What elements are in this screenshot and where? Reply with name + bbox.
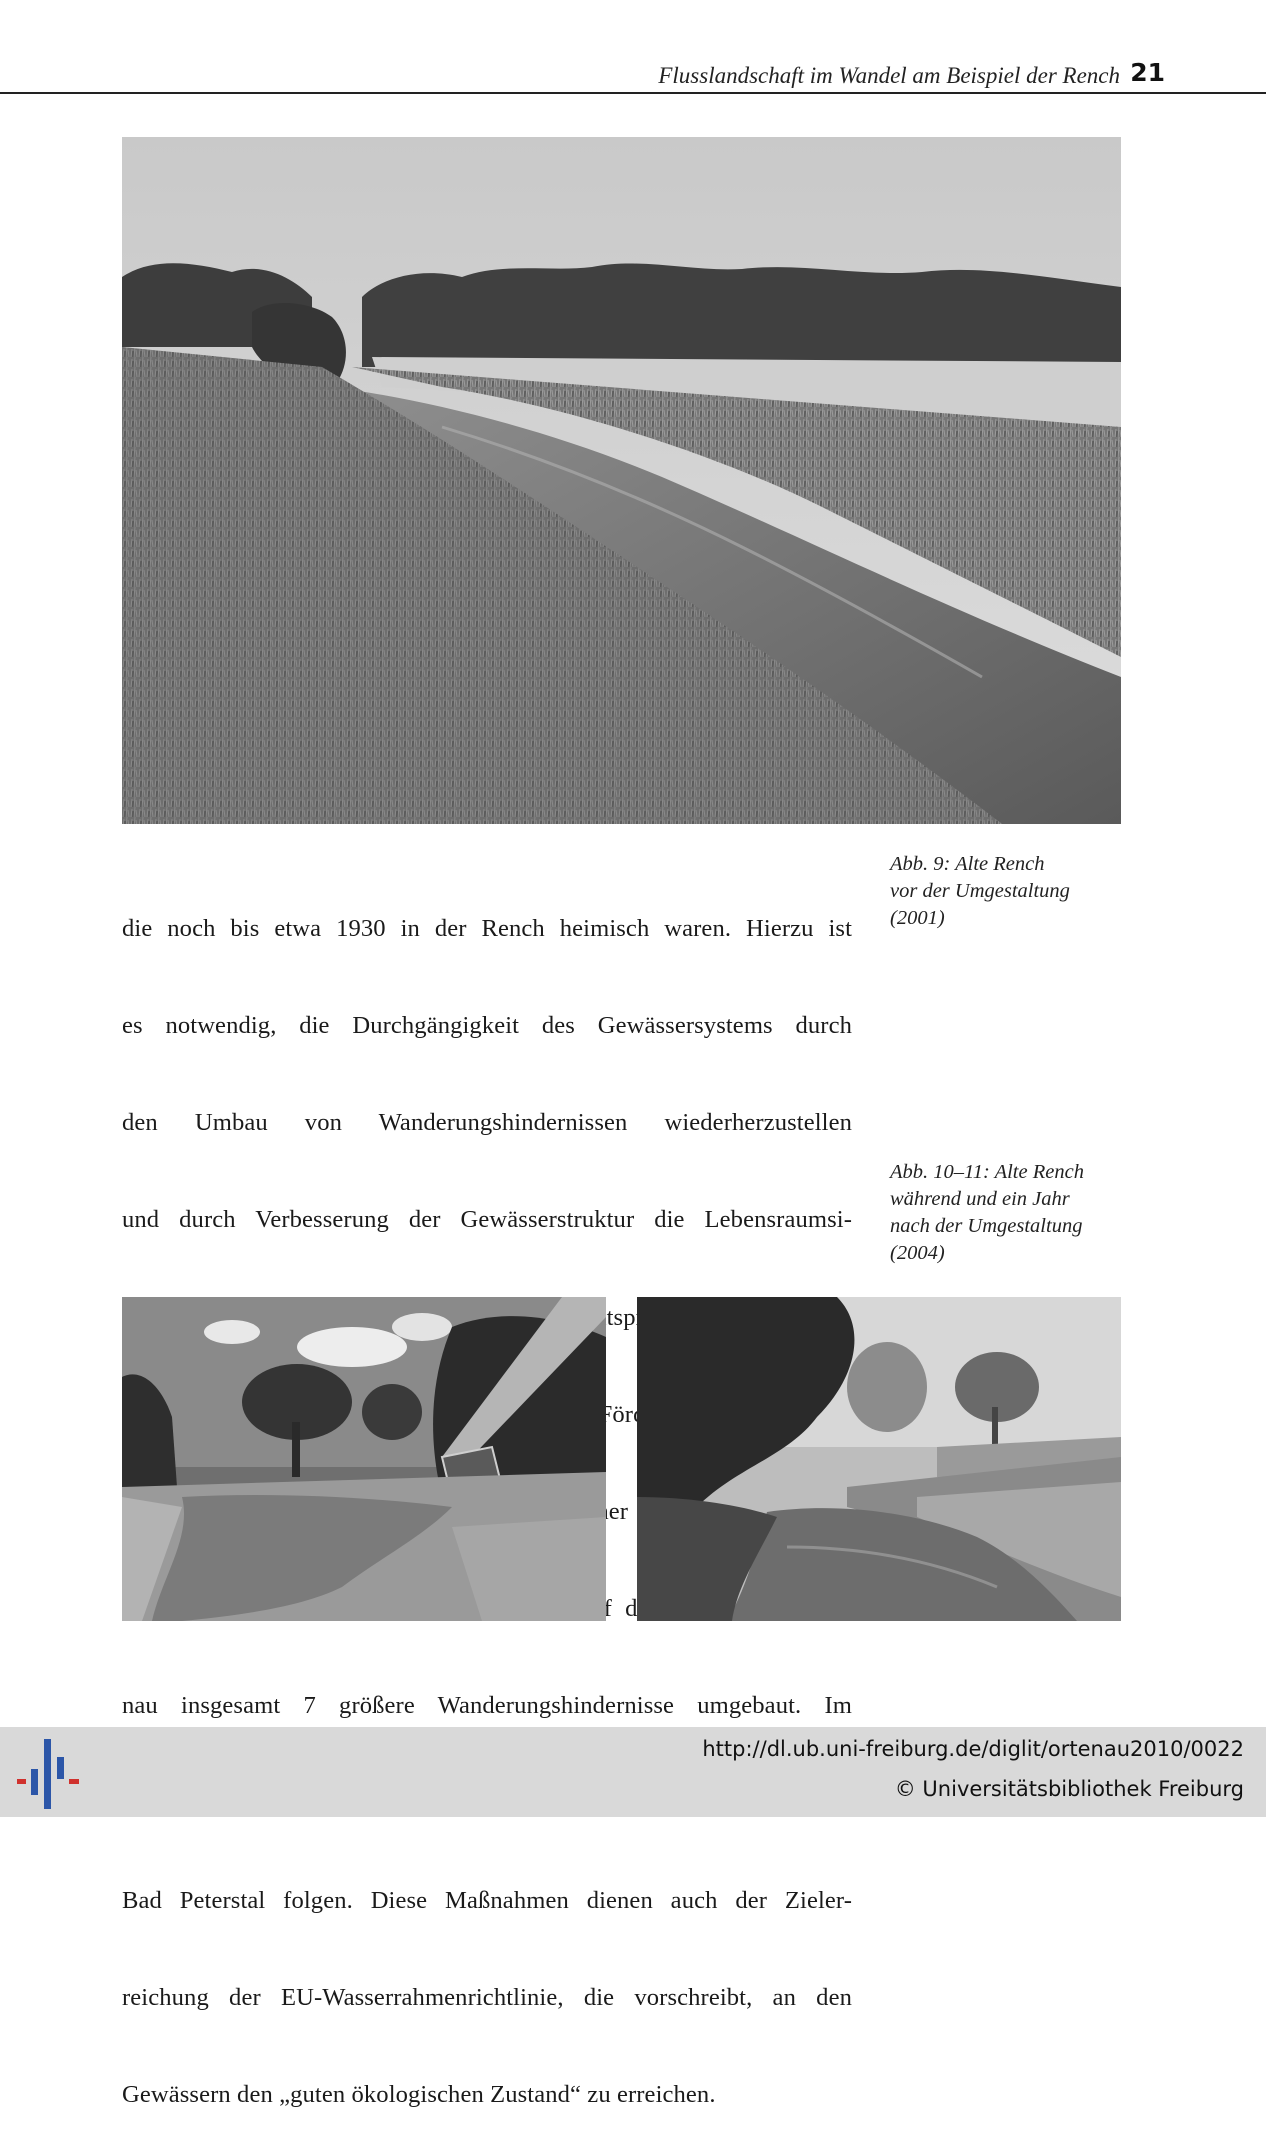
library-logo-icon	[17, 1739, 79, 1809]
photo-excavator-restoration	[122, 1297, 606, 1621]
body-line: den Umbau von Wanderungshindernissen wiederherzustellen	[122, 1109, 852, 1137]
body-line: und durch Verbesserung der Gewässerstruktur die Lebensraumsi-	[122, 1206, 852, 1234]
running-head	[0, 56, 1266, 94]
footer-url-link[interactable]: http://dl.ub.uni-freiburg.de/diglit/ortenau2010/0022	[702, 1737, 1244, 1761]
body-line: reichung der EU-Wasserrahmenrichtlinie, die vorschreibt, an den	[122, 1984, 852, 2012]
body-line: nau insgesamt 7 größere Wanderungshindernisse umgebaut. Im	[122, 1692, 852, 1720]
caption-abb-10-11: Abb. 10–11: Alte Rench während und ein Jahr nach der Umgestaltung (2004)	[890, 1161, 1084, 1264]
photo-old-rench-canal	[122, 137, 1121, 824]
caption-abb-9: Abb. 9: Alte Rench vor der Umgestaltung (2001)	[890, 853, 1070, 929]
photo-restored-river	[637, 1297, 1121, 1621]
footer-copyright: © Universitätsbibliothek Freiburg	[894, 1777, 1244, 1801]
footer-bar	[0, 1727, 1266, 1817]
body-line: es notwendig, die Durchgängigkeit des Gewässersystems durch	[122, 1012, 852, 1040]
page-number: 21	[1130, 58, 1165, 87]
body-line: die noch bis etwa 1930 in der Rench heimisch waren. Hierzu ist	[122, 914, 852, 942]
body-line: Gewässern den „guten ökologischen Zustand“ zu erreichen.	[122, 2081, 716, 2109]
body-line: Bad Peterstal folgen. Diese Maßnahmen dienen auch der Zieler-	[122, 1886, 852, 1914]
running-title: Flusslandschaft im Wandel am Beispiel der Rench	[658, 63, 1120, 88]
